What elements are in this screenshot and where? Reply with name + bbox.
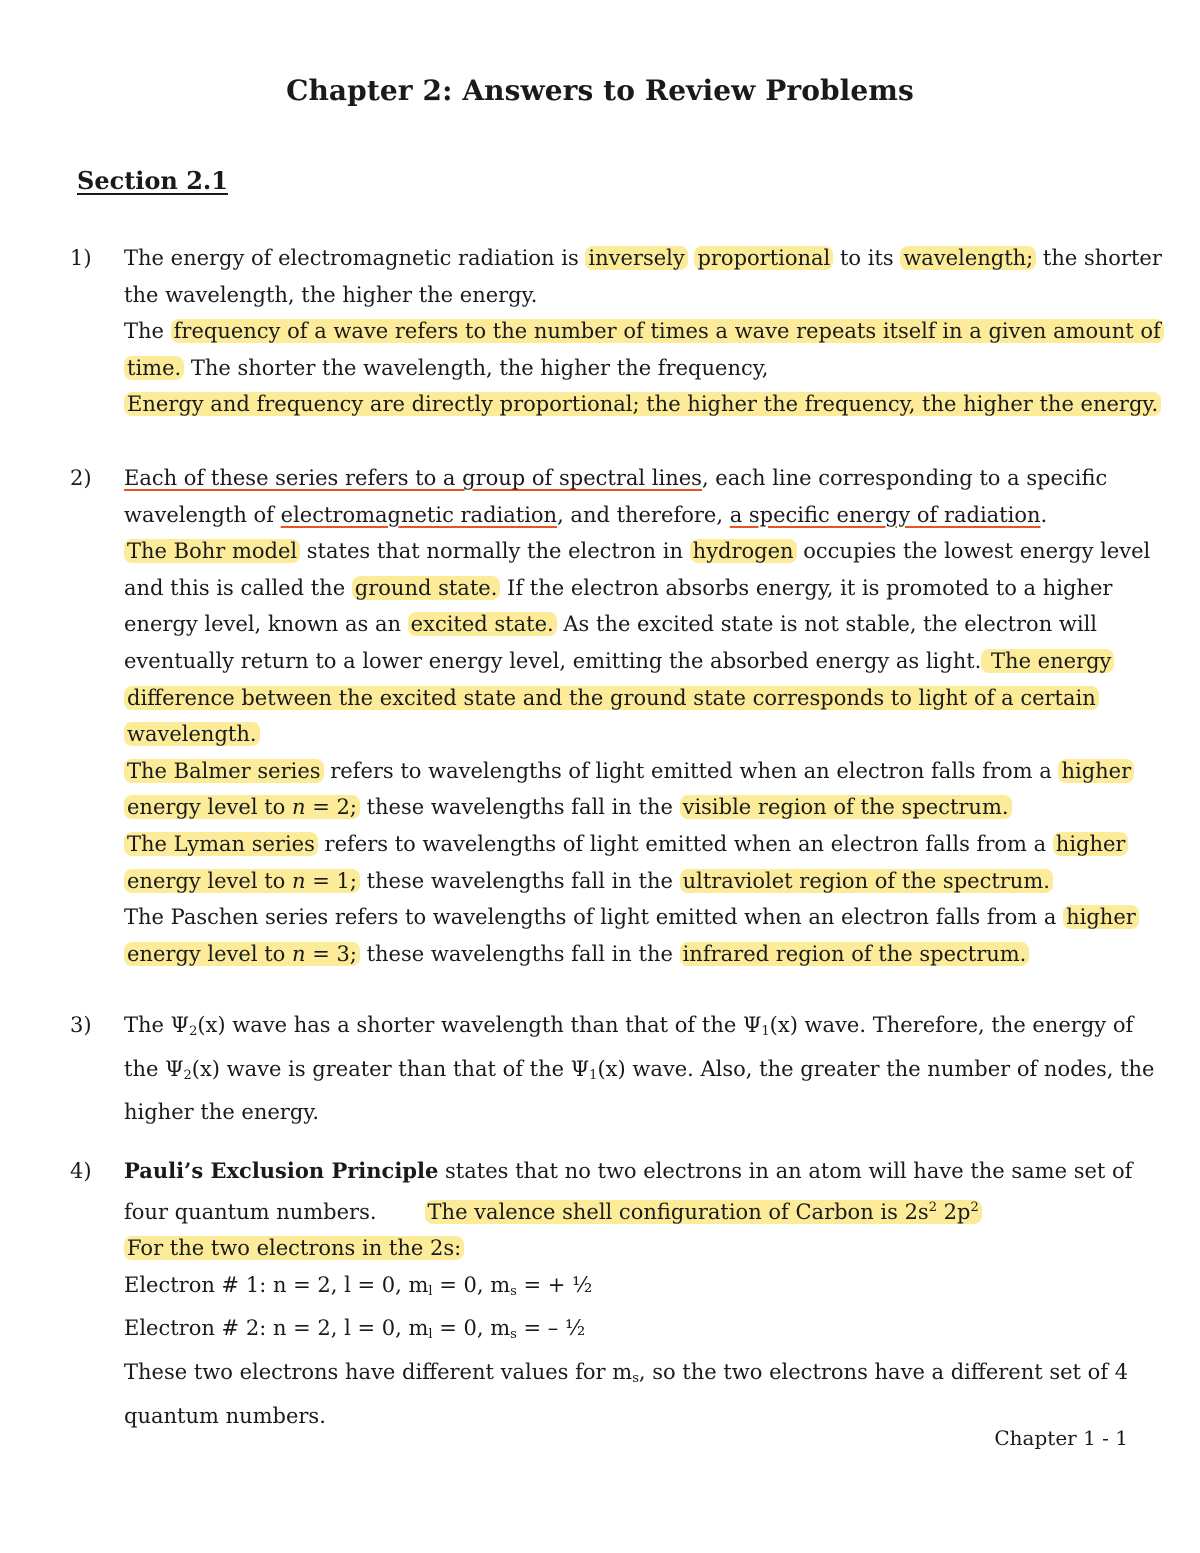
answer-item-4 [70,1153,1140,1434]
highlight: visible region of the spectrum. [680,795,1012,819]
highlight: difference between the excited state and the ground state corresponds to light of a certain [124,686,1099,710]
highlight: proportional [694,246,833,270]
text-line: the $\Psi_2(x)$ wave is greater than that of the $\Psi_1(x)$ wave. Also, the greater the number of nodes, the [124,1056,1155,1083]
highlight: Energy and frequency are directly proportional; the higher the frequency, the higher the energy. [124,392,1161,416]
underlined-text: Each of these series refers to a group of spectral lines [124,466,702,490]
highlight: time. [124,356,184,380]
document-title: Chapter 2: Answers to Review Problems [286,74,914,107]
answer-body [124,1007,1155,1131]
highlight: energy level to n = 1; [124,869,360,893]
text-line: higher the energy. [124,1100,320,1125]
text-line: Pauli’s Exclusion Principle states that no two electrons in an atom will have the same set of [124,1158,1133,1183]
highlight: higher [1063,905,1139,929]
text-line: These two electrons have different values for $m_s$, so the two electrons have a different set of 4 [124,1359,1129,1386]
page-footer: Chapter 1 - 1 [994,1426,1128,1450]
text-line: the wavelength, the higher the energy. [124,282,538,307]
highlight: infrared region of the spectrum. [680,942,1030,966]
item-number: 4) [70,1159,92,1183]
answer-body [124,1153,1140,1434]
highlight: frequency of a wave refers to the number of times a wave repeats itself in a given amount of [171,319,1164,343]
highlight: wavelength. [124,722,260,746]
highlight: For the two electrons in the 2s: [124,1236,464,1260]
highlight: ground state. [352,576,501,600]
text-line: The frequency of a wave refers to the number of times a wave repeats itself in a given amount of [124,313,1140,350]
text-line: The Paschen series refers to wavelengths of light emitted when an electron falls from a higher [124,899,1140,936]
text-line [124,716,1140,753]
text-line: energy level to n = 3; these wavelengths fall in the infrared region of the spectrum. [124,936,1140,973]
item-number: 2) [70,466,92,490]
text-line [124,386,1159,423]
text-line: four quantum numbers. The valence shell configuration of Carbon is $2s^2$ $2p^2$ [124,1190,1140,1231]
text-line: energy level, known as an excited state. As the excited state is not stable, the electron will [124,612,1098,637]
text-line: The Bohr model states that normally the electron in hydrogen occupies the lowest energy level [124,533,1140,570]
answer-item-3 [70,1007,1155,1131]
highlight: energy level to n = 2; [124,795,360,819]
highlight: higher [1058,759,1134,783]
item-number: 3) [70,1013,92,1037]
answer-body [124,460,1151,972]
text-line: quantum numbers. [124,1403,326,1428]
underlined-text: a specific energy of radiation [729,502,1041,527]
text-line [124,1230,1140,1267]
text-line: The $\Psi_2(x)$ wave has a shorter wavelength than that of the $\Psi_1(x)$ wave. Therefore, the energy of [124,1013,1134,1039]
text-line: Each of these series refers to a group of spectral lines, each line corresponding to a specific [124,466,1108,490]
highlight: hydrogen [690,539,797,563]
highlight: inversely [585,246,687,270]
answer-item-1 [70,240,1162,423]
text-line: energy level to n = 2; these wavelengths fall in the visible region of the spectrum. [124,789,1140,826]
highlight: wavelength; [900,246,1036,270]
text-line: wavelength of electromagnetic radiation, and therefore, a specific energy of radiation. [124,502,1048,527]
highlight: The energy [981,649,1114,673]
text-line: The Lyman series refers to wavelengths of light emitted when an electron falls from a higher [124,826,1140,863]
text-line: time. The shorter the wavelength, the higher the frequency, [124,350,1140,387]
highlight: The valence shell configuration of Carbon is $2s^2$ $2p^2$ [425,1200,982,1224]
text-line: eventually return to a lower energy level, emitting the absorbed energy as light. The energy [124,643,1140,680]
item-number: 1) [70,246,92,270]
answer-item-2 [70,460,1151,972]
text-line: The Balmer series refers to wavelengths of light emitted when an electron falls from a higher [124,753,1140,790]
highlight: The Lyman series [124,832,318,856]
text-line: Electron # 1: n = 2, l = 0, $m_l = 0$, $m_s$ = + ½ [124,1272,593,1299]
highlight: The Bohr model [124,539,300,563]
text-line [124,680,1140,717]
text-line: Electron # 2: n = 2, l = 0, $m_l = 0$, $m_s$ = – ½ [124,1316,586,1343]
section-heading: Section 2.1 [77,166,228,195]
underlined-text: electromagnetic radiation [280,502,558,527]
bold-term: Pauli’s Exclusion Principle [124,1158,439,1183]
text-line: The energy of electromagnetic radiation is inversely proportional to its wavelength; the shorter [124,246,1162,270]
text-line: and this is called the ground state. If the electron absorbs energy, it is promoted to a higher [124,575,1113,600]
highlight: higher [1053,832,1129,856]
highlight: ultraviolet region of the spectrum. [680,869,1053,893]
answer-body [124,240,1162,423]
text-line: energy level to n = 1; these wavelengths fall in the ultraviolet region of the spectrum. [124,863,1140,900]
highlight: energy level to n = 3; [124,942,360,966]
highlight: The Balmer series [124,759,324,783]
highlight: excited state. [408,612,557,636]
